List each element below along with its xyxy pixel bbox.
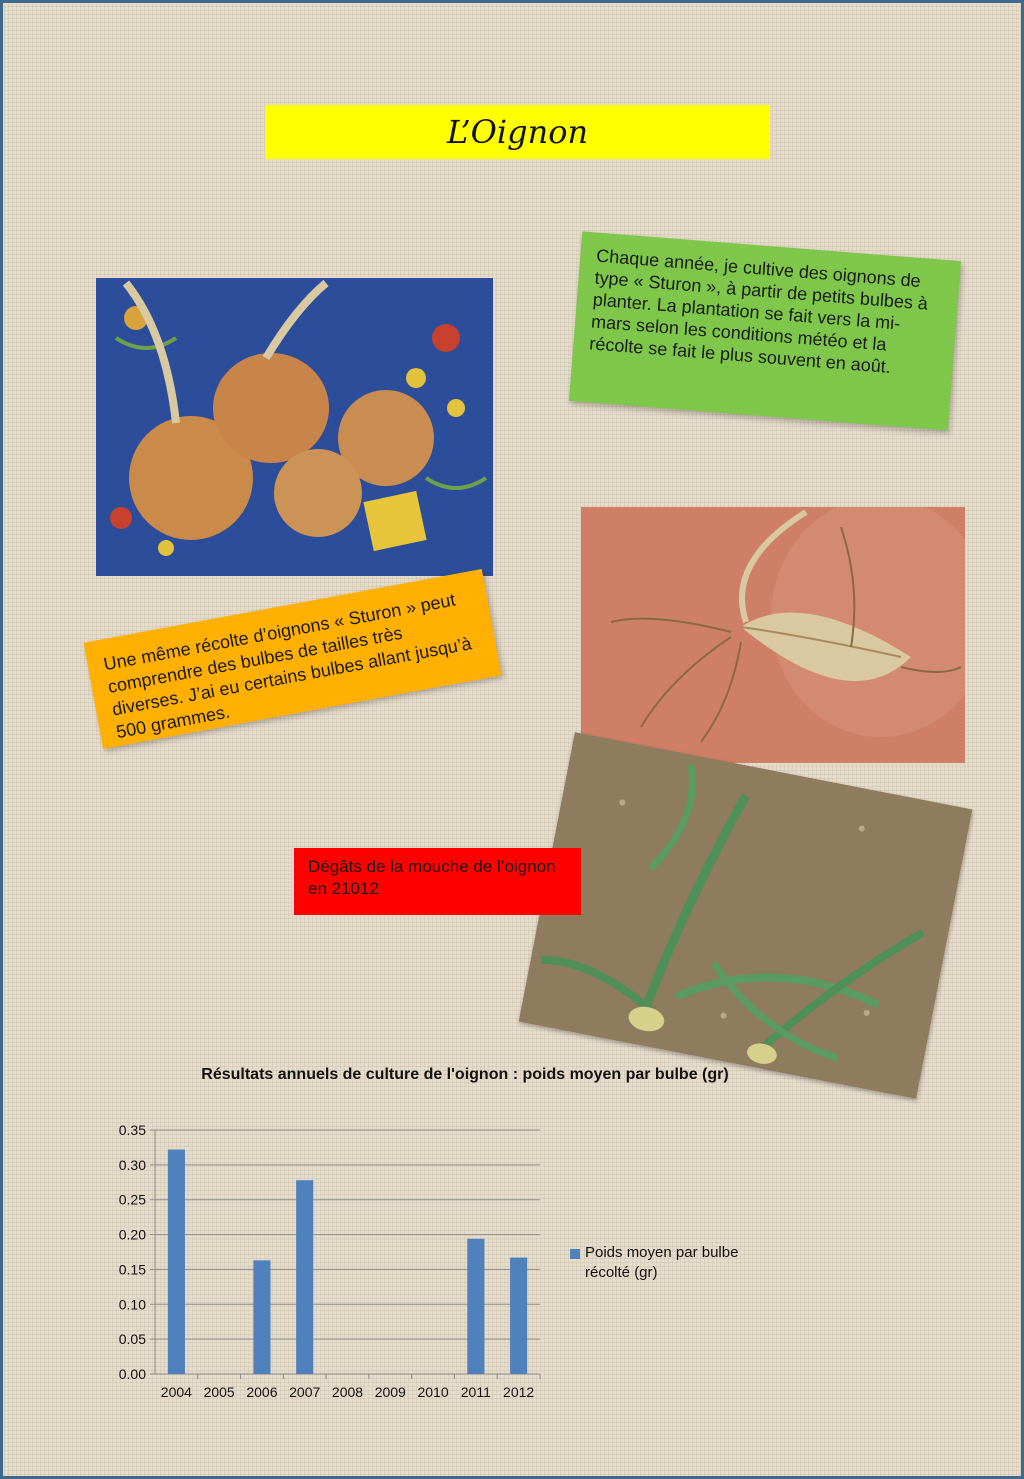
chart-legend (570, 1243, 780, 1283)
y-tick-label: 0.05 (118, 1331, 146, 1348)
y-tick-label: 0.35 (118, 1122, 146, 1138)
chart-title: Résultats annuels de culture de l'oignon : poids moyen par bulbe (gr) (201, 1066, 729, 1083)
note-culture: Chaque année, je cultive des oignons de type « Sturon », à partir de petits bulbes à planter. La plantation se fait vers la mi-mars selon les conditions météo et la récolte se fait le plus souvent en août. (569, 231, 961, 430)
x-tick-label: 2004 (160, 1384, 192, 1400)
bar (510, 1258, 527, 1374)
x-tick-label: 2010 (417, 1384, 449, 1400)
bar-chart (100, 1115, 550, 1415)
x-tick-label: 2005 (203, 1384, 235, 1400)
title-banner (265, 105, 770, 159)
y-tick-label: 0.15 (118, 1261, 146, 1278)
bar (168, 1150, 185, 1374)
x-tick-label: 2006 (246, 1384, 278, 1400)
note-degats: Dégâts de la mouche de l’oignon en 21012 (294, 848, 581, 915)
y-tick-label: 0.25 (118, 1191, 146, 1208)
x-tick-label: 2011 (460, 1384, 491, 1400)
y-tick-label: 0.30 (118, 1156, 146, 1173)
bar (467, 1239, 484, 1374)
bar (253, 1260, 270, 1374)
x-tick-label: 2012 (503, 1384, 535, 1400)
photo-onion-plants (519, 732, 973, 1099)
x-tick-label: 2008 (331, 1384, 364, 1400)
photo-damaged-bulb (581, 507, 965, 763)
x-tick-label: 2007 (289, 1384, 321, 1400)
legend-label: Poids moyen par bulbe récolté (gr) (585, 1244, 739, 1281)
note-recolte: Une même récolte d’oignons « Sturon » peut comprendre des bulbes de tailles très diverses. J’ai eu certains bulbes allant jusqu’à 500 grammes. (84, 569, 502, 749)
bar (296, 1180, 313, 1374)
y-tick-label: 0.20 (118, 1226, 146, 1243)
photo-onions (96, 278, 493, 576)
y-tick-label: 0.10 (118, 1296, 146, 1313)
page-title: L’Oignon (446, 113, 589, 151)
y-tick-label: 0.00 (118, 1366, 146, 1382)
x-tick-label: 2009 (374, 1384, 406, 1400)
legend-swatch (570, 1249, 580, 1259)
